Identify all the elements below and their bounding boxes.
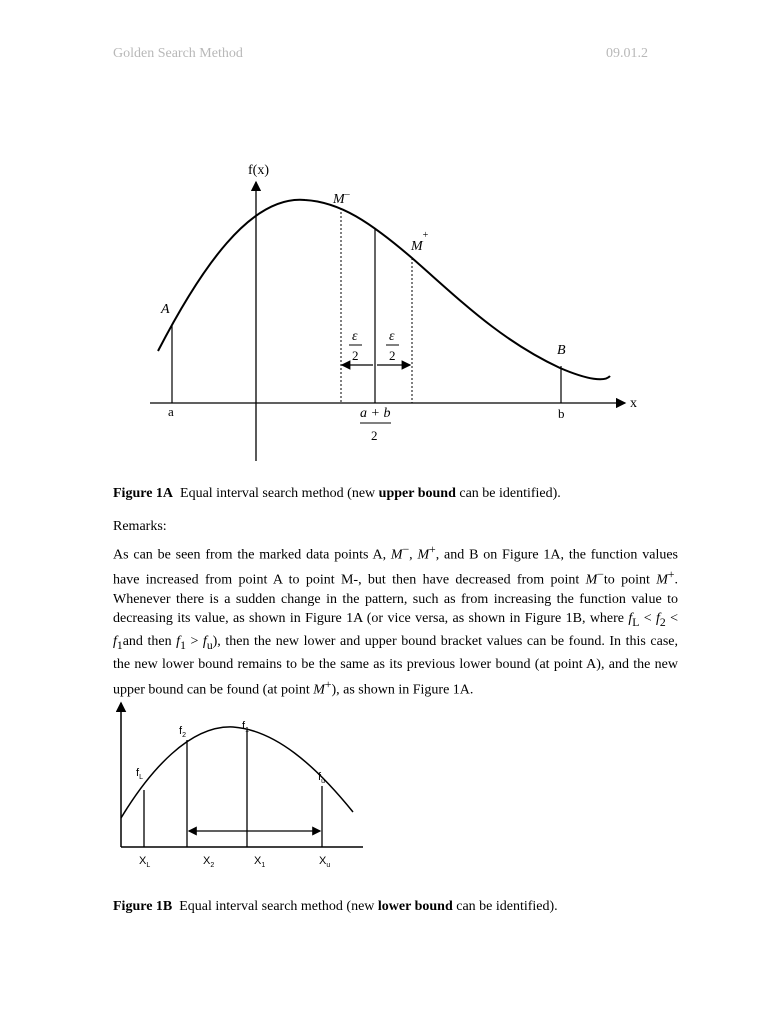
remarks-paragraph: As can be seen from the marked data points A, M−, M+, and B on Figure 1A, the function values have increased from point A to point M-, but then have decreased from point M−to point M+. Whenever there is a sudden change in the pattern, such as from increasing the function value to decreasing its value, as shown in Figure 1A (or vice versa, as shown in Figure 1B, where $f_L < f_2 < f_1and$ then $f_1 > f_u$), then the new lower and upper bound bracket values can be found. In this case, the new lower bound remains to be the same as its previous lower bound (at point A), and the new upper bound can be found (at point M+), as shown in Figure 1A. — [113, 543, 679, 698]
remarks-heading: Remarks: — [113, 519, 167, 534]
x-axis-label: x — [630, 396, 637, 411]
header-section-number: 09.01.2 — [606, 46, 648, 61]
fig1b-label-f2: $f_2$ — [179, 725, 186, 739]
caption-1b-label: Figure 1B — [113, 899, 173, 914]
caption-1a-post: can be identified). — [455, 486, 561, 501]
caption-1b-post: can be identified). — [452, 899, 558, 914]
fig1b-label-x1: $X_1$ — [254, 855, 266, 869]
fig1b-label-fu: $f_u$ — [318, 771, 325, 785]
function-curve — [158, 200, 610, 380]
epsilon-right-den: 2 — [389, 348, 396, 363]
figure-1b-caption — [113, 898, 558, 916]
caption-1a-bold: upper bound — [378, 486, 456, 501]
label-point-a: A — [161, 302, 170, 317]
tick-b: b — [558, 406, 565, 421]
fig1b-label-f1: $f_1$ — [242, 720, 249, 734]
label-m-plus: M+ — [411, 230, 429, 254]
label-m-minus: M− — [333, 190, 351, 207]
fig1b-label-fl: $f_L$ — [136, 767, 143, 781]
fig1b-label-x2: $X_2$ — [203, 855, 215, 869]
fig1b-label-xu: $X_u$ — [319, 855, 331, 869]
midpoint-num: a + b — [360, 406, 391, 421]
figure-1a-caption — [113, 485, 561, 503]
y-axis-label: f(x) — [248, 163, 269, 178]
label-point-b: B — [557, 343, 566, 358]
caption-1a-pre: Equal interval search method (new — [180, 486, 379, 501]
epsilon-right-num: ε — [389, 329, 395, 344]
caption-1b-bold: lower bound — [377, 899, 453, 914]
fig1b-label-xl: $X_L$ — [139, 855, 151, 869]
header-title: Golden Search Method — [113, 46, 243, 61]
tick-a: a — [168, 404, 174, 419]
epsilon-left-den: 2 — [352, 348, 359, 363]
caption-1a-label: Figure 1A — [113, 486, 174, 501]
figure-1a — [140, 150, 660, 470]
figure-1b — [105, 700, 370, 880]
caption-1b-pre: Equal interval search method (new — [179, 899, 378, 914]
midpoint-den: 2 — [371, 428, 378, 443]
epsilon-left-num: ε — [352, 329, 358, 344]
